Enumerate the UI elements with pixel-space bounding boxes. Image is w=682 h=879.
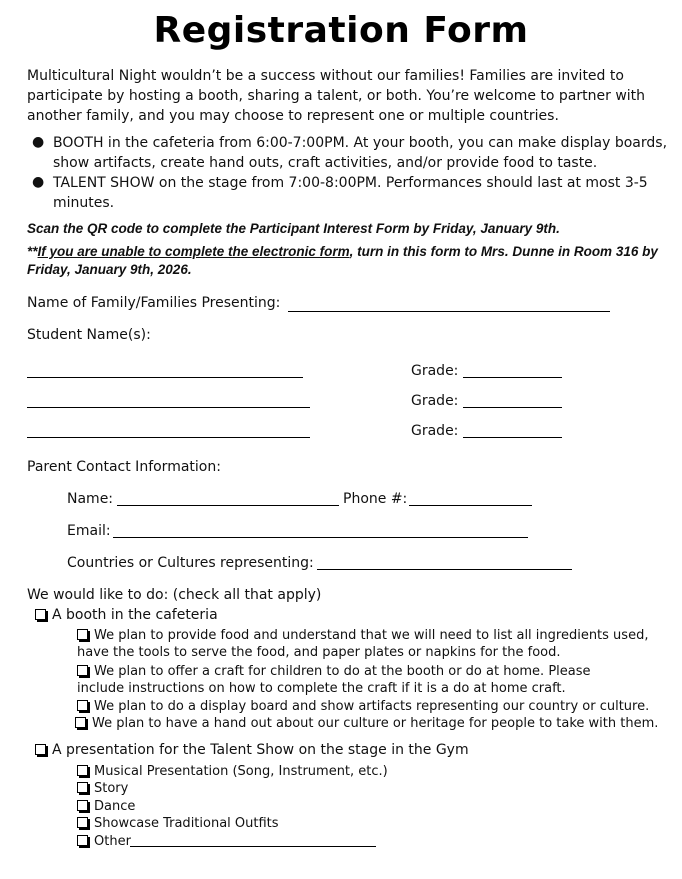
intro-paragraph: Multicultural Night wouldn’t be a success without our families! Families are invited to participate by hosting a booth, sharing a talent, or both. You’re welcome to partner with another family, and you may choose to represent one or multiple countries. <box>27 68 646 124</box>
story-option[interactable]: Story <box>77 780 128 797</box>
dance-option[interactable]: Dance <box>77 798 135 815</box>
email-label: Email: <box>67 523 111 539</box>
checkbox-icon <box>77 765 88 776</box>
phone-label: Phone #: <box>343 491 408 507</box>
booth-checkbox[interactable]: A booth in the cafeteria <box>35 607 218 623</box>
display-board-option[interactable]: We plan to do a display board and show artifacts representing our country or culture. <box>77 698 649 715</box>
page-title: Registration Form <box>153 10 529 51</box>
musical-option[interactable]: Musical Presentation (Song, Instrument, etc.) <box>77 763 388 780</box>
grade-field[interactable] <box>463 407 562 408</box>
bullet-icon: ● <box>32 174 45 190</box>
grade-field[interactable] <box>463 377 562 378</box>
checkbox-icon <box>77 629 88 640</box>
outfits-option[interactable]: Showcase Traditional Outfits <box>77 815 279 832</box>
talent-show-checkbox[interactable]: A presentation for the Talent Show on the stage in the Gym <box>35 742 469 758</box>
bullet-icon: ● <box>32 134 45 150</box>
fallback-note: **If you are unable to complete the electronic form, turn in this form to Mrs. Dunne in Room 316 by Friday, January 9th, 2026. <box>27 244 658 277</box>
family-name-label: Name of Family/Families Presenting: <box>27 295 281 311</box>
craft-option[interactable]: We plan to offer a craft for children to do at the booth or do at home. Please include instructions on how to complete the craft if it is a do at home craft. <box>77 664 591 696</box>
grade-label: Grade: <box>411 393 459 409</box>
countries-label: Countries or Cultures representing: <box>67 555 314 571</box>
grade-field[interactable] <box>463 437 562 438</box>
checkbox-icon <box>77 800 88 811</box>
other-field[interactable] <box>130 846 376 847</box>
food-option[interactable]: We plan to provide food and understand that we will need to list all ingredients used, have the tools to serve the food, and paper plates or napkins for the food. <box>77 628 649 660</box>
checkbox-icon <box>77 835 88 846</box>
student-name-field[interactable] <box>27 407 310 408</box>
email-field[interactable] <box>113 537 528 538</box>
activities-label: We would like to do: (check all that apply) <box>27 587 322 603</box>
family-name-field[interactable] <box>288 311 610 312</box>
student-names-label: Student Name(s): <box>27 327 151 343</box>
grade-label: Grade: <box>411 363 459 379</box>
checkbox-icon <box>75 717 86 728</box>
student-name-field[interactable] <box>27 437 310 438</box>
student-name-field[interactable] <box>27 377 303 378</box>
parent-name-label: Name: <box>67 491 114 507</box>
parent-name-field[interactable] <box>117 505 339 506</box>
qr-note: Scan the QR code to complete the Participant Interest Form by Friday, January 9th. <box>27 221 560 236</box>
checkbox-icon <box>77 817 88 828</box>
checkbox-icon <box>35 744 46 755</box>
phone-field[interactable] <box>409 505 532 506</box>
talent-bullet-text: TALENT SHOW on the stage from 7:00-8:00PM. Performances should last at most 3-5 minutes. <box>53 175 648 211</box>
handout-option[interactable]: We plan to have a hand out about our culture or heritage for people to take with them. <box>75 715 658 732</box>
checkbox-icon <box>77 700 88 711</box>
checkbox-icon <box>35 609 46 620</box>
other-option[interactable]: Other <box>77 833 131 850</box>
countries-field[interactable] <box>317 569 572 570</box>
grade-label: Grade: <box>411 423 459 439</box>
checkbox-icon <box>77 782 88 793</box>
booth-bullet-text: BOOTH in the cafeteria from 6:00-7:00PM. At your booth, you can make display boards, show artifacts, create hand outs, craft activities, and/or provide food to taste. <box>53 135 668 171</box>
parent-contact-label: Parent Contact Information: <box>27 459 221 475</box>
checkbox-icon <box>77 665 88 676</box>
